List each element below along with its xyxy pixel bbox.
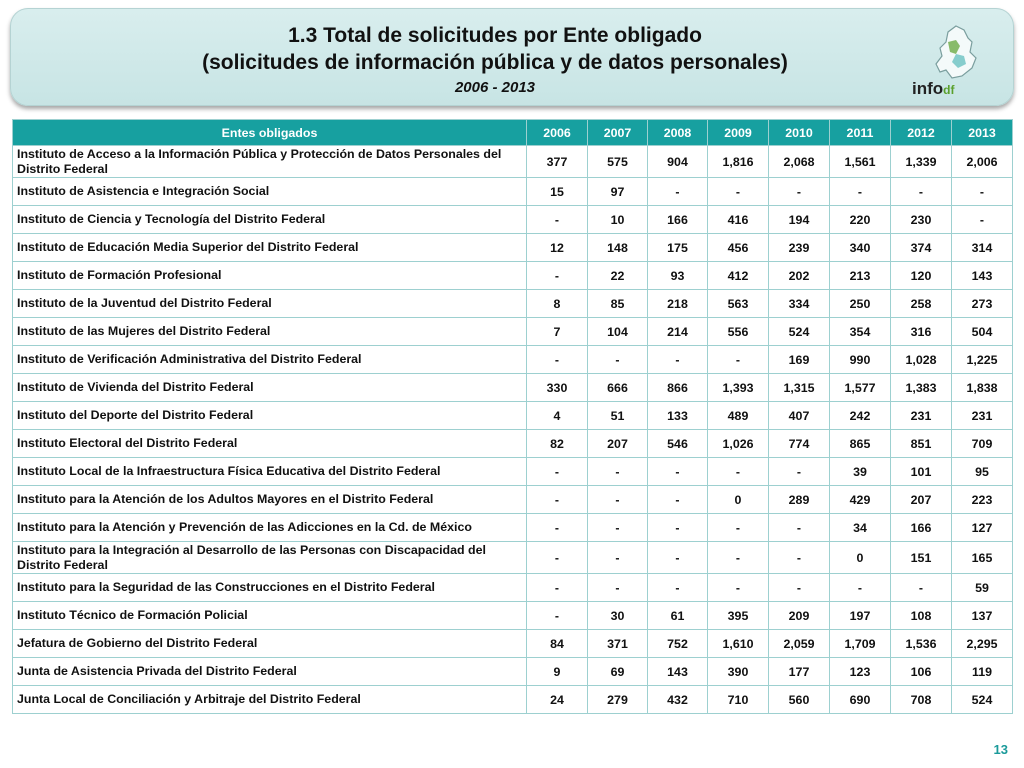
table-row [13,602,1013,630]
infodf-logo [912,24,996,108]
value-cell: 489 [708,402,769,430]
table-body [13,146,1013,714]
page-title: 1.3 Total de solicitudes por Ente obligado [288,24,702,47]
value-cell: 4 [527,402,588,430]
entity-name-cell: Instituto de Verificación Administrativa del Distrito Federal [13,346,527,374]
value-cell: - [708,542,769,574]
value-cell: 709 [952,430,1013,458]
value-cell: 524 [769,318,830,346]
value-cell: 69 [588,658,648,686]
value-cell: - [648,514,708,542]
value-cell: 93 [648,262,708,290]
value-cell: 194 [769,206,830,234]
column-header-entity: Entes obligados [13,120,527,146]
value-cell: 148 [588,234,648,262]
entity-name-cell: Instituto Local de la Infraestructura Física Educativa del Distrito Federal [13,458,527,486]
value-cell: - [588,346,648,374]
value-cell: 866 [648,374,708,402]
value-cell: 1,225 [952,346,1013,374]
value-cell: 10 [588,206,648,234]
value-cell: 316 [891,318,952,346]
entity-name-cell: Instituto de Vivienda del Distrito Federal [13,374,527,402]
value-cell: 377 [527,146,588,178]
value-cell: 143 [648,658,708,686]
value-cell: 1,026 [708,430,769,458]
column-header-year: 2011 [830,120,891,146]
table-row [13,402,1013,430]
value-cell: 273 [952,290,1013,318]
page-subtitle: (solicitudes de información pública y de datos personales) [202,51,788,74]
value-cell: - [952,206,1013,234]
entity-name-cell: Instituto para la Seguridad de las Construcciones en el Distrito Federal [13,574,527,602]
value-cell: - [891,574,952,602]
value-cell: - [769,542,830,574]
column-header-year: 2007 [588,120,648,146]
value-cell: 2,006 [952,146,1013,178]
entity-name-cell: Instituto de Ciencia y Tecnología del Distrito Federal [13,206,527,234]
value-cell: 563 [708,290,769,318]
value-cell: 314 [952,234,1013,262]
value-cell: 127 [952,514,1013,542]
value-cell: 151 [891,542,952,574]
value-cell: 175 [648,234,708,262]
entity-name-cell: Instituto de Asistencia e Integración Social [13,178,527,206]
entity-name-cell: Instituto Electoral del Distrito Federal [13,430,527,458]
value-cell: - [527,574,588,602]
value-cell: - [708,178,769,206]
value-cell: 34 [830,514,891,542]
requests-table [12,119,1013,714]
table-row [13,346,1013,374]
value-cell: 166 [648,206,708,234]
value-cell: 169 [769,346,830,374]
entity-name-cell: Instituto de las Mujeres del Distrito Federal [13,318,527,346]
table-row [13,574,1013,602]
table-row [13,542,1013,574]
value-cell: 12 [527,234,588,262]
value-cell: 429 [830,486,891,514]
value-cell: 207 [891,486,952,514]
entity-name-cell: Instituto Técnico de Formación Policial [13,602,527,630]
entity-name-cell: Instituto para la Integración al Desarrollo de las Personas con Discapacidad del Distrito Federal [13,542,527,574]
value-cell: 84 [527,630,588,658]
value-cell: - [648,486,708,514]
value-cell: 279 [588,686,648,714]
value-cell: 575 [588,146,648,178]
value-cell: - [830,574,891,602]
value-cell: 7 [527,318,588,346]
value-cell: 904 [648,146,708,178]
value-cell: 1,709 [830,630,891,658]
value-cell: 1,383 [891,374,952,402]
value-cell: - [769,178,830,206]
value-cell: 1,610 [708,630,769,658]
value-cell: - [588,574,648,602]
value-cell: 95 [952,458,1013,486]
value-cell: 119 [952,658,1013,686]
value-cell: 504 [952,318,1013,346]
value-cell: 8 [527,290,588,318]
table-row [13,658,1013,686]
value-cell: - [648,458,708,486]
table-row [13,178,1013,206]
value-cell: 1,838 [952,374,1013,402]
value-cell: - [648,346,708,374]
table-row [13,486,1013,514]
value-cell: 412 [708,262,769,290]
value-cell: 61 [648,602,708,630]
value-cell: - [527,486,588,514]
value-cell: 209 [769,602,830,630]
value-cell: 289 [769,486,830,514]
value-cell: 865 [830,430,891,458]
value-cell: 82 [527,430,588,458]
value-cell: 137 [952,602,1013,630]
value-cell: - [527,206,588,234]
value-cell: 231 [952,402,1013,430]
value-cell: 456 [708,234,769,262]
value-cell: 39 [830,458,891,486]
entity-name-cell: Instituto del Deporte del Distrito Federal [13,402,527,430]
value-cell: 330 [527,374,588,402]
value-cell: 15 [527,178,588,206]
value-cell: 0 [830,542,891,574]
value-cell: 24 [527,686,588,714]
table-row [13,146,1013,178]
value-cell: 166 [891,514,952,542]
value-cell: - [588,514,648,542]
table-row [13,686,1013,714]
value-cell: 231 [891,402,952,430]
value-cell: 230 [891,206,952,234]
table-row [13,630,1013,658]
value-cell: 22 [588,262,648,290]
table-row [13,514,1013,542]
value-cell: 207 [588,430,648,458]
entity-name-cell: Instituto de Educación Media Superior del Distrito Federal [13,234,527,262]
table-row [13,430,1013,458]
value-cell: 104 [588,318,648,346]
value-cell: - [952,178,1013,206]
table-row [13,290,1013,318]
value-cell: 177 [769,658,830,686]
value-cell: 258 [891,290,952,318]
title-block [100,22,890,98]
entity-name-cell: Junta Local de Conciliación y Arbitraje del Distrito Federal [13,686,527,714]
table-row [13,206,1013,234]
entity-name-cell: Instituto de la Juventud del Distrito Federal [13,290,527,318]
value-cell: 432 [648,686,708,714]
value-cell: 220 [830,206,891,234]
title-banner [10,8,1014,106]
value-cell: 213 [830,262,891,290]
value-cell: - [891,178,952,206]
value-cell: 334 [769,290,830,318]
value-cell: 108 [891,602,952,630]
value-cell: 106 [891,658,952,686]
value-cell: - [648,574,708,602]
value-cell: 556 [708,318,769,346]
year-range: 2006 - 2013 [454,79,536,96]
value-cell: - [708,458,769,486]
value-cell: - [769,574,830,602]
value-cell: 690 [830,686,891,714]
value-cell: 250 [830,290,891,318]
value-cell: 407 [769,402,830,430]
entity-name-cell: Instituto para la Atención y Prevención de las Adicciones en la Cd. de México [13,514,527,542]
value-cell: - [648,178,708,206]
value-cell: 197 [830,602,891,630]
value-cell: 59 [952,574,1013,602]
value-cell: 123 [830,658,891,686]
column-header-year: 2006 [527,120,588,146]
value-cell: 30 [588,602,648,630]
value-cell: 708 [891,686,952,714]
value-cell: 1,028 [891,346,952,374]
value-cell: 752 [648,630,708,658]
page-number: 13 [993,742,1008,757]
value-cell: - [588,486,648,514]
value-cell: 214 [648,318,708,346]
logo-wordmark: infodf [912,79,955,98]
value-cell: 374 [891,234,952,262]
value-cell: - [527,542,588,574]
value-cell: 354 [830,318,891,346]
value-cell: 2,295 [952,630,1013,658]
value-cell: 0 [708,486,769,514]
column-header-year: 2012 [891,120,952,146]
value-cell: 242 [830,402,891,430]
entity-name-cell: Jefatura de Gobierno del Distrito Federal [13,630,527,658]
value-cell: 97 [588,178,648,206]
table-row [13,374,1013,402]
value-cell: 340 [830,234,891,262]
column-header-year: 2010 [769,120,830,146]
value-cell: 202 [769,262,830,290]
value-cell: - [527,602,588,630]
entity-name-cell: Junta de Asistencia Privada del Distrito Federal [13,658,527,686]
value-cell: 85 [588,290,648,318]
value-cell: 710 [708,686,769,714]
value-cell: 1,315 [769,374,830,402]
value-cell: 2,068 [769,146,830,178]
value-cell: 218 [648,290,708,318]
value-cell: 2,059 [769,630,830,658]
value-cell: 560 [769,686,830,714]
value-cell: - [588,542,648,574]
value-cell: - [527,346,588,374]
value-cell: 133 [648,402,708,430]
value-cell: 774 [769,430,830,458]
value-cell: 1,577 [830,374,891,402]
value-cell: - [648,542,708,574]
value-cell: - [527,458,588,486]
value-cell: 416 [708,206,769,234]
value-cell: - [769,514,830,542]
value-cell: 851 [891,430,952,458]
value-cell: 120 [891,262,952,290]
value-cell: 1,561 [830,146,891,178]
value-cell: 1,816 [708,146,769,178]
value-cell: 1,339 [891,146,952,178]
value-cell: 546 [648,430,708,458]
value-cell: 990 [830,346,891,374]
table-row [13,318,1013,346]
entity-name-cell: Instituto para la Atención de los Adultos Mayores en el Distrito Federal [13,486,527,514]
table-row [13,458,1013,486]
value-cell: 666 [588,374,648,402]
value-cell: 223 [952,486,1013,514]
value-cell: - [769,458,830,486]
column-header-year: 2009 [708,120,769,146]
table-row [13,262,1013,290]
table-row [13,234,1013,262]
value-cell: - [708,346,769,374]
value-cell: 9 [527,658,588,686]
entity-name-cell: Instituto de Acceso a la Información Pública y Protección de Datos Personales del Distrito Federal [13,146,527,178]
value-cell: 1,536 [891,630,952,658]
value-cell: 1,393 [708,374,769,402]
value-cell: 524 [952,686,1013,714]
column-header-year: 2013 [952,120,1013,146]
city-map-icon [912,24,996,82]
value-cell: 239 [769,234,830,262]
value-cell: - [527,262,588,290]
value-cell: - [527,514,588,542]
value-cell: 51 [588,402,648,430]
value-cell: 390 [708,658,769,686]
entity-name-cell: Instituto de Formación Profesional [13,262,527,290]
value-cell: 395 [708,602,769,630]
value-cell: 143 [952,262,1013,290]
value-cell: - [588,458,648,486]
table-header-row [13,120,1013,146]
column-header-year: 2008 [648,120,708,146]
value-cell: - [708,574,769,602]
value-cell: - [708,514,769,542]
value-cell: 165 [952,542,1013,574]
value-cell: 101 [891,458,952,486]
value-cell: 371 [588,630,648,658]
value-cell: - [830,178,891,206]
